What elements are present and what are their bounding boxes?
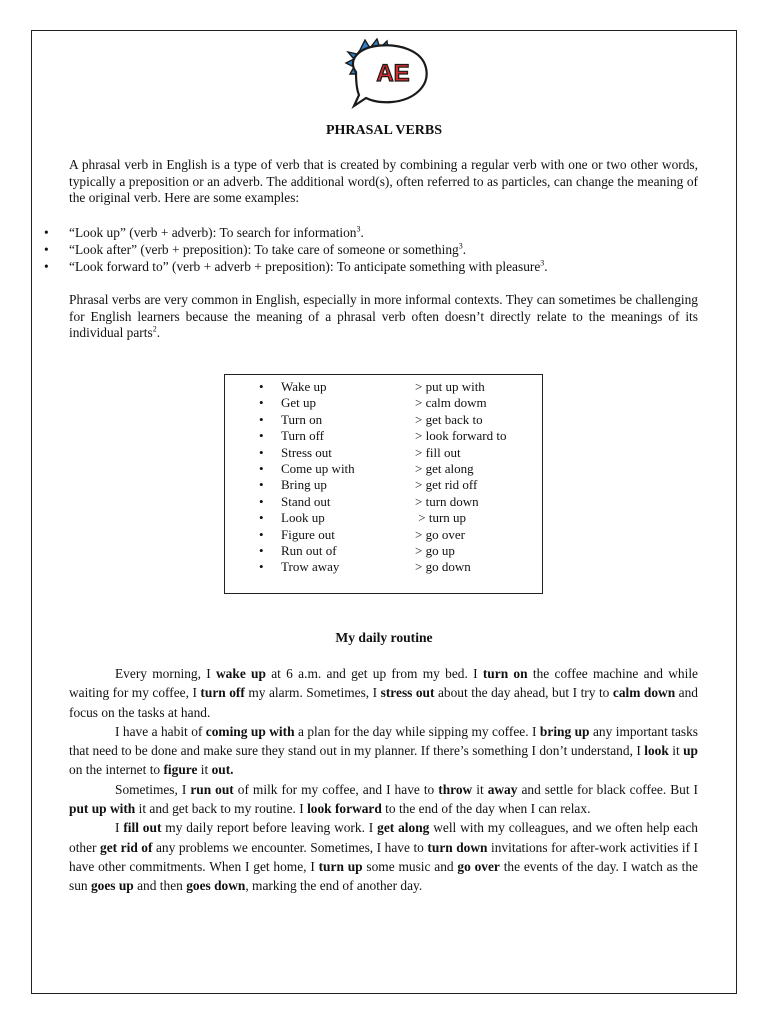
story-paragraph — [69, 722, 698, 780]
text-run: the events of the day. I watch as the sun — [69, 858, 698, 894]
verb-cell: Come up with — [281, 461, 355, 476]
table-row — [225, 510, 542, 526]
bullet: • — [259, 428, 264, 444]
phrasal-verb: bring up — [539, 723, 590, 739]
phrasal-verb: fill out — [123, 820, 162, 836]
phrasal-verb: get along — [377, 820, 430, 836]
text-run: some music and — [362, 858, 458, 874]
table-row — [225, 428, 542, 444]
bullet: • — [259, 379, 264, 394]
text-run: invitations for after-work activities if I have other commitments. When I get home, I — [69, 839, 699, 874]
story-paragraph — [69, 818, 698, 895]
text-run: on the internet to — [69, 762, 164, 778]
table-row — [225, 477, 542, 493]
phrasal-verb: turn on — [482, 666, 528, 681]
verb-cell: Look up — [281, 510, 325, 526]
text-run: any important tasks that need to be done and make sure they stand out in my planner. If there’s something I don’t understand, I — [69, 723, 699, 759]
text-run: , marking the end of another day. — [245, 878, 423, 894]
phrasal-verb: wake up — [216, 666, 266, 681]
text-run: my daily report before leaving work. I — [161, 820, 378, 836]
text-run: and focus on the tasks at hand. — [69, 685, 698, 720]
table-row — [225, 543, 542, 559]
text-run: Every morning, I — [115, 666, 217, 681]
text-run: and settle for black coffee. But I — [517, 781, 699, 797]
bullet: • — [259, 510, 264, 526]
phrasal-verb: up — [683, 743, 698, 759]
paragraph-two: Phrasal verbs are very common in English, especially in more informal contexts. They can sometimes be challenging for English learners because the meaning of a phrasal verb often doesn’t directly relate to the meanings of its individual parts$^2$. — [69, 292, 698, 341]
table-row — [225, 461, 542, 477]
verb-cell: Stand out — [281, 493, 331, 509]
text-run: my alarm. Sometimes, I — [244, 685, 381, 701]
verb-cell: Trow away — [281, 559, 340, 575]
text-run: I — [115, 820, 124, 836]
bullet: • — [259, 493, 264, 509]
verb-cell: > go down — [415, 559, 471, 575]
phrasal-verb: goes down — [186, 878, 246, 894]
text-run: it — [472, 781, 488, 797]
table-row — [225, 379, 542, 395]
text-run: well with my colleagues, and we often help each other — [69, 820, 698, 855]
text-run: to the end of the day when I can relax. — [381, 801, 591, 817]
phrasal-verb: turn off — [200, 685, 245, 701]
text-run: of milk for my coffee, and I have to — [233, 781, 439, 797]
examples-list — [44, 224, 548, 275]
table-row — [225, 559, 542, 575]
phrasal-verb: put up with — [69, 801, 136, 817]
text-run: it and get back to my routine. I — [135, 801, 308, 817]
phrasal-verb: look forward — [307, 801, 382, 817]
verb-cell: > turn up — [415, 510, 467, 526]
text-run: and then — [133, 878, 187, 894]
bullet: • — [259, 526, 264, 542]
text-run: about the day ahead, but I try to — [434, 685, 613, 701]
phrasal-verb: out. — [211, 762, 234, 778]
bullet: • — [259, 461, 264, 476]
text-run: at 6 a.m. and get up from my bed. I — [265, 666, 483, 681]
text-run: the coffee machine and while waiting for my coffee, I — [69, 666, 698, 701]
verb-cell: Run out of — [281, 543, 337, 558]
phrasal-verb: look — [644, 743, 669, 759]
verb-cell: Turn off — [281, 428, 324, 444]
phrasal-verb: figure — [163, 762, 198, 778]
verb-cell: Stress out — [281, 444, 332, 460]
bullet: • — [259, 559, 264, 575]
phrasal-verb: turn up — [318, 858, 363, 874]
ae-logo — [330, 38, 434, 110]
phrasal-verb: goes up — [90, 878, 134, 894]
verb-cell: > go up — [415, 543, 455, 558]
bullet: • — [259, 477, 264, 493]
text-run: any problems we encounter. Sometimes, I have to — [152, 839, 428, 855]
table-row — [225, 445, 542, 461]
phrasal-verb: run out — [190, 781, 234, 797]
verb-cell: > calm dowm — [415, 395, 487, 411]
verb-cell: > look forward to — [415, 428, 507, 444]
table-row — [225, 527, 542, 543]
section-title: My daily routine — [335, 630, 433, 645]
phrasal-verb: stress out — [380, 685, 435, 701]
phrasal-verb: turn down — [427, 839, 488, 855]
bullet: • — [259, 543, 264, 558]
table-row — [225, 412, 542, 428]
story-paragraph — [69, 780, 698, 819]
phrasal-verb-list-box — [224, 374, 543, 594]
phrasal-verb: get rid of — [100, 839, 153, 855]
verb-cell: Wake up — [281, 379, 327, 394]
list-item: • “Look up” (verb + adverb): To search for information$^3$. — [44, 224, 548, 241]
table-row — [225, 494, 542, 510]
verb-cell: Get up — [281, 395, 317, 411]
page-title: PHRASAL VERBS — [325, 123, 443, 138]
daily-routine-story — [69, 664, 698, 896]
list-item: • “Look after” (verb + preposition): To take care of someone or something$^3$. — [44, 241, 548, 258]
phrasal-verb: away — [487, 781, 518, 797]
verb-cell: > get back to — [415, 411, 483, 427]
verb-cell: > get along — [415, 461, 474, 476]
phrasal-verb: throw — [438, 781, 473, 797]
intro-paragraph: A phrasal verb in English is a type of verb that is created by combining a regular verb with one or two other words, typically a preposition or an adverb. The additional word(s), often referred to as particles, can change the meaning of the original verb. Here are some examples: — [69, 157, 698, 206]
text-run: it — [197, 762, 212, 778]
verb-cell: > fill out — [415, 444, 461, 460]
verb-cell: > go over — [415, 526, 465, 542]
phrasal-verb: coming up with — [205, 723, 295, 739]
phrasal-verb: calm down — [612, 685, 676, 701]
text-run: Sometimes, I — [115, 781, 191, 797]
list-item: • “Look forward to” (verb + adverb + preposition): To anticipate something with pleasure$^3$. — [44, 258, 548, 275]
verb-cell: > turn down — [415, 493, 479, 509]
verb-cell: > put up with — [415, 379, 485, 394]
bullet: • — [259, 395, 264, 411]
text-run: I have a habit of — [115, 723, 206, 739]
verb-cell: Turn on — [281, 411, 323, 427]
verb-cell: > get rid off — [415, 477, 478, 493]
table-row — [225, 395, 542, 411]
story-paragraph — [69, 664, 698, 722]
logo-text: AE — [376, 60, 410, 87]
verb-cell: Figure out — [281, 526, 335, 542]
speech-bubble-logo-icon — [330, 38, 434, 110]
bullet: • — [259, 444, 264, 460]
text-run: a plan for the day while sipping my coffee. I — [294, 723, 540, 739]
verb-cell: Bring up — [281, 477, 327, 493]
text-run: it — [668, 743, 684, 759]
bullet: • — [259, 411, 264, 427]
phrasal-verb: go over — [457, 858, 500, 874]
